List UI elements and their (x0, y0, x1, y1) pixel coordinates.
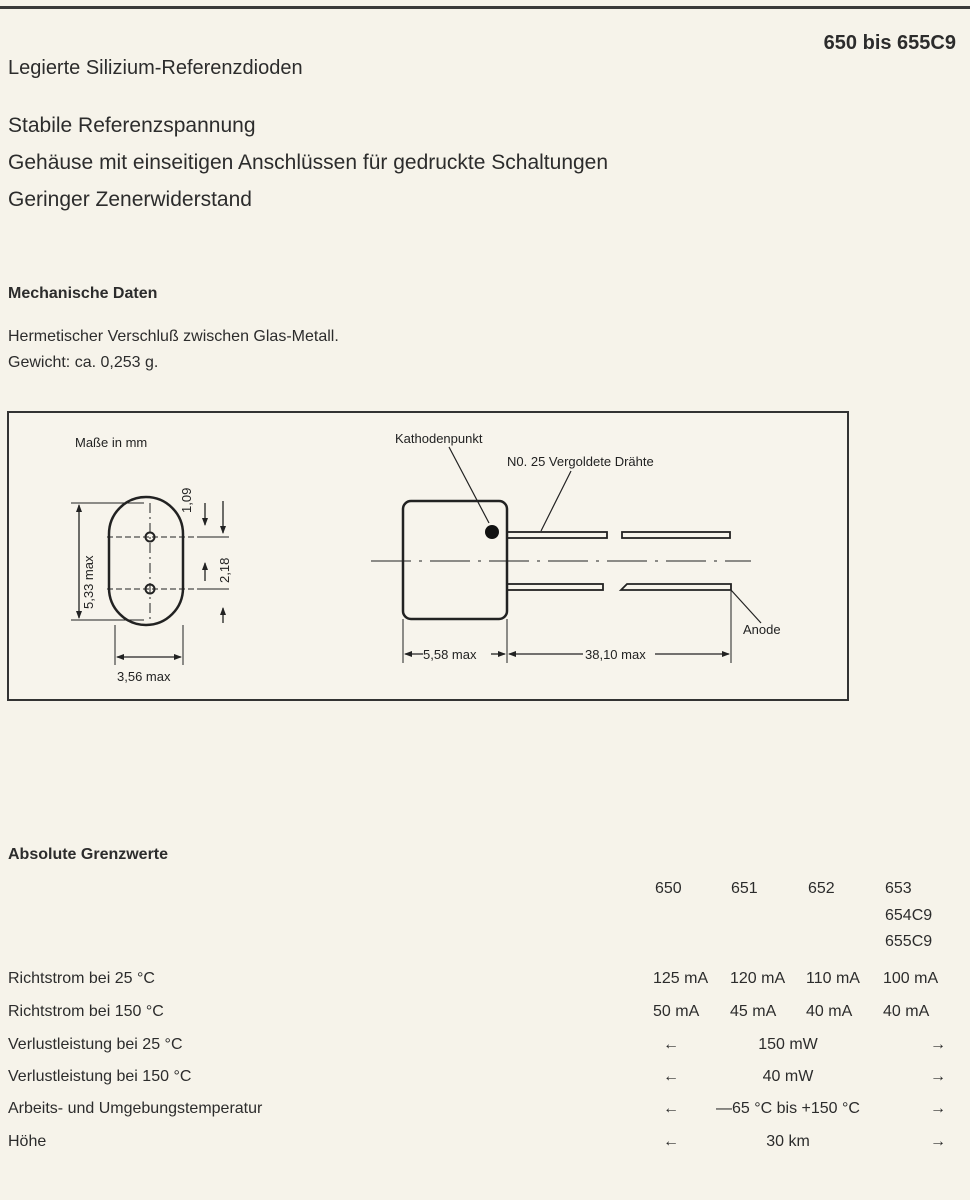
cell-current-25c-652: 110 mA (806, 970, 860, 987)
anode-label: Anode (743, 622, 781, 637)
package-side-view (403, 501, 507, 619)
width-dimension: 3,56 max (117, 669, 171, 684)
height-dimension: 5,33 max (81, 555, 96, 609)
lead-offset-dimension: 1,09 (179, 487, 194, 513)
column-652: 652 (808, 880, 835, 897)
dimension-drawing-svg (9, 413, 851, 703)
column-654c9: 654C9 (885, 907, 933, 924)
arrow-right-icon: → (930, 1100, 946, 1117)
cell-current-150c-651: 45 mA (730, 1003, 777, 1020)
package-end-view (109, 497, 183, 625)
row-label-altitude: Höhe (8, 1133, 47, 1150)
body-length-dimension: 5,58 max (423, 647, 477, 662)
cell-current-25c-651: 120 mA (730, 970, 786, 987)
feature-line-1: Stabile Referenzspannung (8, 114, 256, 137)
column-655c9: 655C9 (885, 933, 933, 950)
row-label-current-150c: Richtstrom bei 150 °C (8, 1003, 164, 1020)
cell-current-150c-652: 40 mA (806, 1003, 853, 1020)
cell-current-150c-653: 40 mA (883, 1003, 930, 1020)
ratings-heading: Absolute Grenzwerte (8, 846, 169, 863)
feature-line-2: Gehäuse mit einseitigen Anschlüssen für gedruckte Schaltungen (8, 151, 609, 174)
value-altitude: 30 km (766, 1133, 810, 1150)
anode-lead (507, 584, 603, 590)
lead-length-dimension: 38,10 max (585, 647, 646, 662)
cell-current-25c-650: 125 mA (653, 970, 709, 987)
mechanical-weight-text: Gewicht: ca. 0,253 g. (8, 354, 159, 371)
cathode-lead-extension (622, 532, 730, 538)
mechanical-seal-text: Hermetischer Verschluß zwischen Glas-Metall. (8, 328, 339, 345)
arrow-left-icon: ← (663, 1100, 679, 1117)
arrow-left-icon: ← (663, 1068, 679, 1085)
value-power-25c: 150 mW (758, 1036, 818, 1053)
cathode-dot-label: Kathodenpunkt (395, 431, 483, 446)
row-label-temperature: Arbeits- und Umgebungstemperatur (8, 1100, 263, 1117)
cell-current-150c-650: 50 mA (653, 1003, 700, 1020)
arrow-right-icon: → (930, 1133, 946, 1150)
part-range: 650 bis 655C9 (823, 32, 956, 54)
row-label-power-150c: Verlustleistung bei 150 °C (8, 1068, 192, 1085)
cathode-dot (485, 525, 499, 539)
value-temperature: —65 °C bis +150 °C (716, 1100, 860, 1117)
feature-line-3: Geringer Zenerwiderstand (8, 188, 252, 211)
arrow-left-icon: ← (663, 1036, 679, 1053)
column-651: 651 (731, 880, 758, 897)
arrow-right-icon: → (930, 1036, 946, 1053)
document-title: Legierte Silizium-Referenzdioden (8, 57, 303, 79)
anode-lead-extension (621, 584, 731, 590)
row-label-current-25c: Richtstrom bei 25 °C (8, 970, 155, 987)
lead-pitch-dimension: 2,18 (217, 557, 232, 583)
dimension-drawing (7, 411, 849, 701)
arrow-right-icon: → (930, 1068, 946, 1085)
column-650: 650 (655, 880, 682, 897)
mechanical-heading: Mechanische Daten (8, 285, 158, 302)
cell-current-25c-653: 100 mA (883, 970, 939, 987)
arrow-left-icon: ← (663, 1133, 679, 1150)
units-label: Maße in mm (75, 435, 148, 450)
top-rule (0, 6, 970, 9)
row-label-power-25c: Verlustleistung bei 25 °C (8, 1036, 183, 1053)
column-653: 653 (885, 880, 912, 897)
gold-wires-label: N0. 25 Vergoldete Drähte (507, 454, 654, 469)
value-power-150c: 40 mW (762, 1068, 814, 1085)
cathode-lead (507, 532, 607, 538)
